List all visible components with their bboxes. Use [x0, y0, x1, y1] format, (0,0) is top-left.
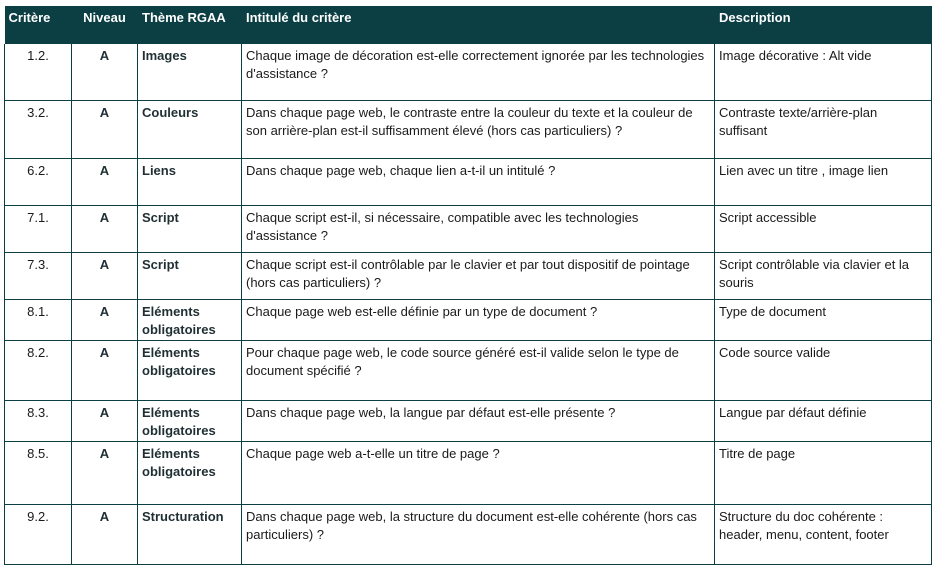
- cell-critere: 9.2.: [5, 504, 72, 564]
- cell-theme: Eléments obligatoires: [138, 441, 242, 504]
- table-row: [5, 400, 932, 441]
- table-row: [5, 158, 932, 205]
- cell-critere: 8.1.: [5, 299, 72, 340]
- header-intitule: Intitulé du critère: [242, 6, 715, 44]
- cell-description: Script contrôlable via clavier et la souris: [715, 252, 932, 299]
- cell-description: Titre de page: [715, 441, 932, 504]
- cell-niveau: A: [72, 400, 138, 441]
- cell-niveau: A: [72, 100, 138, 158]
- header-theme: Thème RGAA: [138, 6, 242, 44]
- cell-critere: 6.2.: [5, 158, 72, 205]
- cell-niveau: A: [72, 441, 138, 504]
- cell-intitule: Chaque page web est-elle définie par un type de document ?: [242, 299, 715, 340]
- table-header-row: [5, 6, 932, 44]
- cell-critere: 8.5.: [5, 441, 72, 504]
- cell-niveau: A: [72, 44, 138, 100]
- cell-intitule: Pour chaque page web, le code source généré est-il valide selon le type de document spécifié ?: [242, 340, 715, 400]
- cell-description: Contraste texte/arrière-plan suffisant: [715, 100, 932, 158]
- cell-theme: Eléments obligatoires: [138, 400, 242, 441]
- table-row: [5, 340, 932, 400]
- table-row: [5, 205, 932, 252]
- rgaa-criteria-table: [4, 6, 932, 565]
- cell-critere: 8.2.: [5, 340, 72, 400]
- header-niveau: Niveau: [72, 6, 138, 44]
- cell-theme: Script: [138, 252, 242, 299]
- cell-description: Image décorative : Alt vide: [715, 44, 932, 100]
- cell-niveau: A: [72, 158, 138, 205]
- cell-niveau: A: [72, 205, 138, 252]
- cell-niveau: A: [72, 252, 138, 299]
- table-row: [5, 252, 932, 299]
- cell-intitule: Dans chaque page web, chaque lien a-t-il un intitulé ?: [242, 158, 715, 205]
- table-row: [5, 504, 932, 564]
- table-row: [5, 299, 932, 340]
- cell-critere: 8.3.: [5, 400, 72, 441]
- cell-description: Structure du doc cohérente : header, menu, content, footer: [715, 504, 932, 564]
- cell-critere: 3.2.: [5, 100, 72, 158]
- cell-intitule: Chaque page web a-t-elle un titre de page ?: [242, 441, 715, 504]
- table-row: [5, 100, 932, 158]
- table-row: [5, 441, 932, 504]
- cell-description: Code source valide: [715, 340, 932, 400]
- cell-intitule: Chaque script est-il, si nécessaire, compatible avec les technologies d'assistance ?: [242, 205, 715, 252]
- cell-description: Type de document: [715, 299, 932, 340]
- cell-theme: Structuration: [138, 504, 242, 564]
- cell-intitule: Dans chaque page web, la structure du document est-elle cohérente (hors cas particuliers) ?: [242, 504, 715, 564]
- cell-intitule: Dans chaque page web, le contraste entre la couleur du texte et la couleur de son arrière-plan est-il suffisamment élevé (hors cas particuliers) ?: [242, 100, 715, 158]
- cell-niveau: A: [72, 299, 138, 340]
- header-description: Description: [715, 6, 932, 44]
- cell-theme: Couleurs: [138, 100, 242, 158]
- cell-theme: Eléments obligatoires: [138, 299, 242, 340]
- cell-critere: 7.3.: [5, 252, 72, 299]
- cell-theme: Script: [138, 205, 242, 252]
- cell-description: Lien avec un titre , image lien: [715, 158, 932, 205]
- cell-critere: 1.2.: [5, 44, 72, 100]
- cell-description: Langue par défaut définie: [715, 400, 932, 441]
- cell-intitule: Dans chaque page web, la langue par défaut est-elle présente ?: [242, 400, 715, 441]
- cell-niveau: A: [72, 504, 138, 564]
- cell-critere: 7.1.: [5, 205, 72, 252]
- cell-intitule: Chaque script est-il contrôlable par le clavier et par tout dispositif de pointage (hors cas particuliers) ?: [242, 252, 715, 299]
- cell-theme: Eléments obligatoires: [138, 340, 242, 400]
- cell-description: Script accessible: [715, 205, 932, 252]
- cell-intitule: Chaque image de décoration est-elle correctement ignorée par les technologies d'assistance ?: [242, 44, 715, 100]
- header-critere: Critère: [5, 6, 72, 44]
- cell-niveau: A: [72, 340, 138, 400]
- table-row: [5, 44, 932, 100]
- cell-theme: Images: [138, 44, 242, 100]
- cell-theme: Liens: [138, 158, 242, 205]
